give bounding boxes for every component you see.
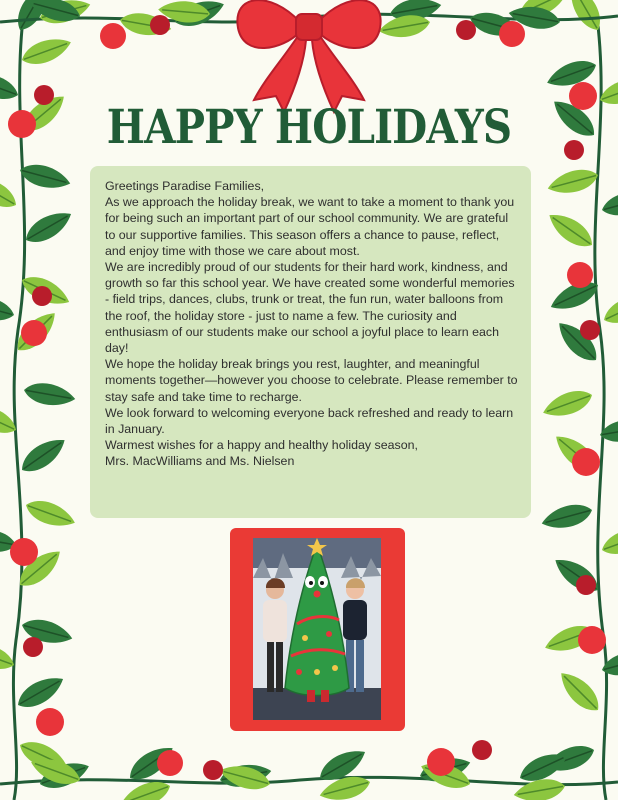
- tree-mascot-photo: [253, 538, 381, 720]
- page-title: HAPPY HOLIDAYS: [106, 100, 512, 155]
- letter-paragraph: We hope the holiday break brings you rest, laughter, and meaningful moments together—however you choose to celebrate. Please remember to stay safe and take time to recharge.: [105, 357, 518, 404]
- letter-paragraph: We are incredibly proud of our students for their hard work, kindness, and growth so far this school year. We have created some wonderful memories - field trips, dances, clubs, trunk or treat, the fun run, water balloons from the roof, the holiday store - just to name a few. The curiosity and enthusiasm of our students make our school a joyful place to learn each day!: [105, 260, 515, 356]
- red-bow-icon: [237, 0, 380, 112]
- letter-signature: Mrs. MacWilliams and Ms. Nielsen: [105, 454, 295, 469]
- letter-closing: Warmest wishes for a happy and healthy holiday season,: [105, 438, 418, 453]
- letter-greeting: Greetings Paradise Families,: [105, 179, 265, 193]
- letter-paragraph: We look forward to welcoming everyone back refreshed and ready to learn in January.: [105, 405, 514, 437]
- letter-box: [90, 166, 531, 518]
- photo-frame: [230, 528, 405, 731]
- letter-paragraph: As we approach the holiday break, we want to take a moment to thank you for being such an important part of our school community. We are grateful to our supportive families. This season offers a chance to pause, reflect, and enjoy time with those we care about most.: [105, 195, 515, 258]
